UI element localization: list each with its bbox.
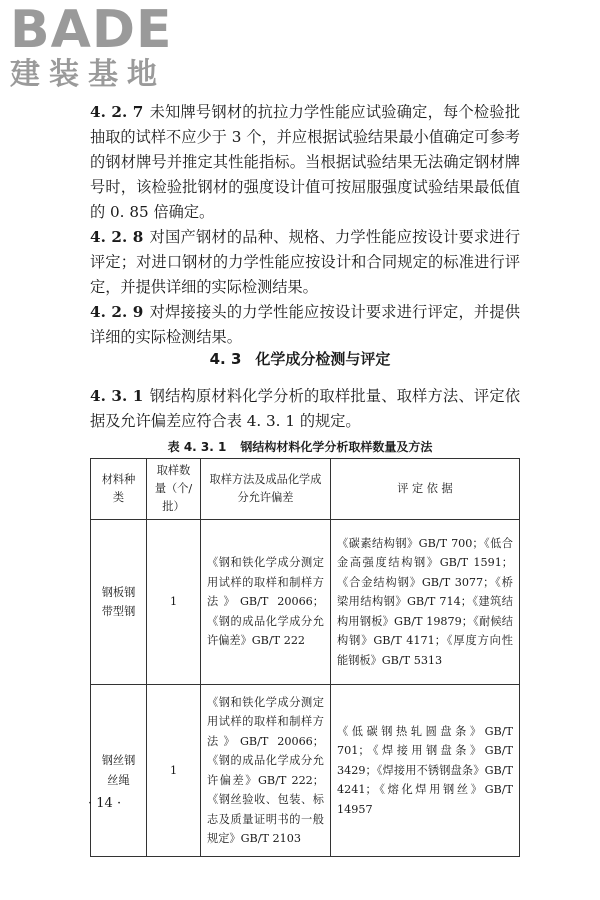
cell-material: 钢丝钢丝绳 xyxy=(91,685,147,857)
section-title: 化学成分检测与评定 xyxy=(255,350,391,368)
table-row xyxy=(91,685,520,857)
clause-4-3-1 xyxy=(90,384,520,434)
clause-text: 钢结构原材料化学分析的取样批量、取样方法、评定依据及允许偏差应符合表 4. 3. 1 的规定。 xyxy=(90,387,521,430)
section-heading xyxy=(0,348,600,369)
clause-number: 4. 2. 9 xyxy=(90,303,144,321)
header-method: 取样方法及成品化学成分允许偏差 xyxy=(201,459,331,520)
cell-quantity: 1 xyxy=(147,520,201,685)
sampling-table xyxy=(90,458,520,857)
cell-material: 钢板钢带型钢 xyxy=(91,520,147,685)
clause-text: 未知牌号钢材的抗拉力学性能应试验确定，每个检验批抽取的试样不应少于 3 个，并应根据试验结果最小值确定可参考的钢材牌号并推定其性能指标。当根据试验结果无法确定钢材牌号时，该检验批钢材的强度设计值可按屈服强度试验结果最低值的 0. 85 倍确定。 xyxy=(90,103,521,221)
cell-method: 《钢和铁化学成分测定用试样的取样和制样方法》GB/T 20066；《钢的成品化学成分允许偏差》GB/T 222 xyxy=(201,520,331,685)
header-quantity: 取样数量（个/批） xyxy=(147,459,201,520)
site-logo xyxy=(10,2,173,92)
table-title: 钢结构材料化学分析取样数量及方法 xyxy=(240,440,433,454)
clause-4-2-8 xyxy=(90,225,520,300)
table-caption xyxy=(0,438,600,455)
table-number: 表 4. 3. 1 xyxy=(167,440,227,454)
cell-basis: 《碳素结构钢》GB/T 700；《低合金高强度结构钢》GB/T 1591；《合金结构钢》GB/T 3077；《桥梁用结构钢》GB/T 714；《建筑结构用钢板》GB/T 19879；《耐候结构钢》GB/T 4171；《厚度方向性能钢板》GB/T 5313 xyxy=(331,520,520,685)
page-number: · 14 · xyxy=(88,796,122,811)
section-number: 4. 3 xyxy=(209,350,242,368)
clause-number: 4. 3. 1 xyxy=(90,387,144,405)
logo-subtitle: 建装基地 xyxy=(10,57,166,92)
clause-4-2-7 xyxy=(90,100,520,225)
clause-4-2-9 xyxy=(90,300,520,350)
header-material: 材料种类 xyxy=(91,459,147,520)
cell-method: 《钢和铁化学成分测定用试样的取样和制样方法》GB/T 20066；《钢的成品化学成分允许偏差》GB/T 222；《钢丝验收、包装、标志及质量证明书的一般规定》GB/T 2103 xyxy=(201,685,331,857)
clause-number: 4. 2. 8 xyxy=(90,228,144,246)
logo-wordmark: BADE xyxy=(10,0,173,60)
cell-quantity: 1 xyxy=(147,685,201,857)
clause-text: 对国产钢材的品种、规格、力学性能应按设计要求进行评定；对进口钢材的力学性能应按设计和合同规定的标准进行评定，并提供详细的实际检测结果。 xyxy=(90,228,521,296)
cell-basis: 《低碳钢热轧圆盘条》GB/T 701；《焊接用钢盘条》GB/T 3429；《焊接用不锈钢盘条》GB/T 4241；《熔化焊用钢丝》GB/T 14957 xyxy=(331,685,520,857)
header-basis: 评 定 依 据 xyxy=(331,459,520,520)
clause-number: 4. 2. 7 xyxy=(90,103,144,121)
clause-text: 对焊接接头的力学性能应按设计要求进行评定，并提供详细的实际检测结果。 xyxy=(90,303,521,346)
table-header-row xyxy=(91,459,520,520)
table-row xyxy=(91,520,520,685)
